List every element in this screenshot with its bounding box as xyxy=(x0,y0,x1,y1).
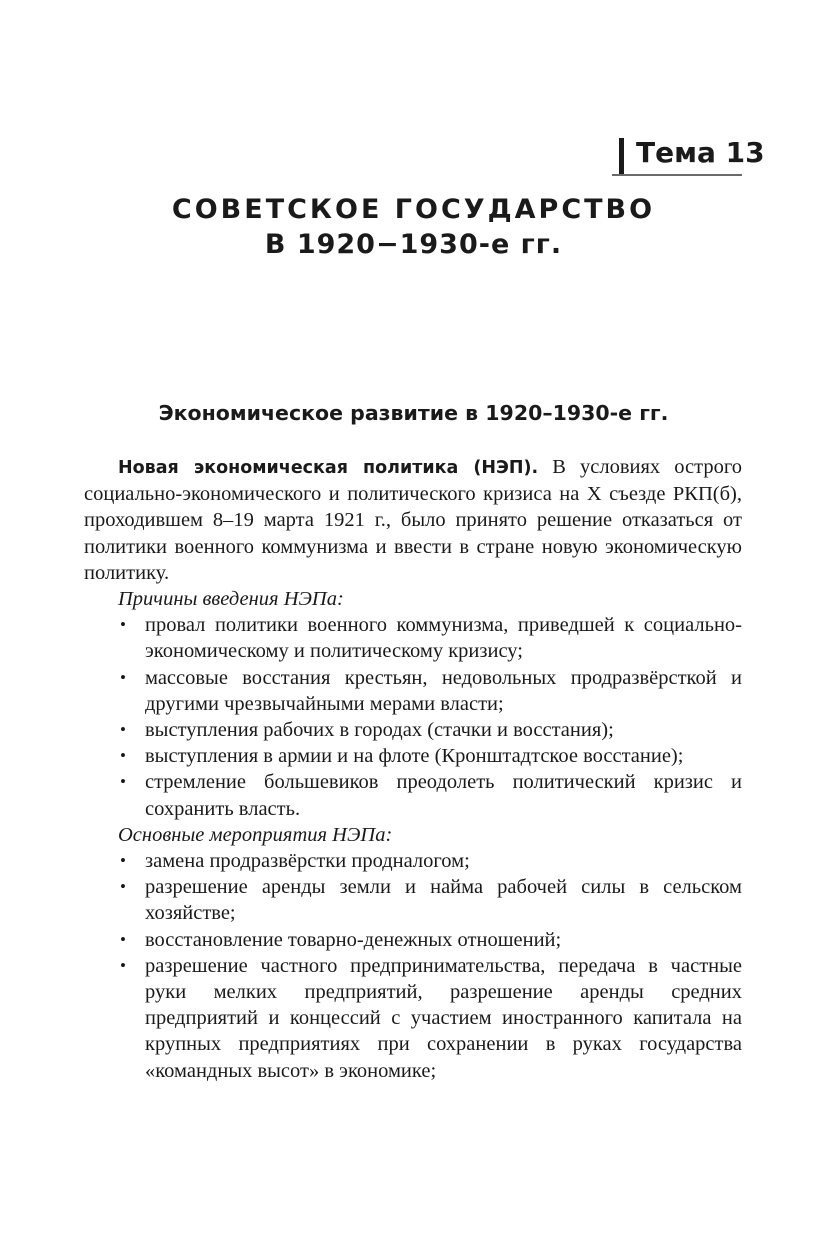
body-text xyxy=(84,454,742,1084)
measures-title: Основные мероприятия НЭПа: xyxy=(118,823,393,846)
list-item xyxy=(84,874,742,926)
list-item-text: разрешение частного предпринимательства, передача в частные руки мелких предприятий, разрешение аренды средних предприятий и концессий с участием иностранного капитала на крупных предприятиях при сохранении в руках государства «командных высот» в экономике; xyxy=(145,954,742,1082)
list-item-text: провал политики военного коммунизма, приведшей к социально-экономическому и политическому кризису; xyxy=(145,614,742,663)
list-item-text: выступления в армии и на флоте (Кронштадтское восстание); xyxy=(145,745,684,768)
intro-text: В условиях острого социально-экономического и политического кризиса на X съезде РКП(б), проходившем 8–19 марта 1921 г., было принято решение отказаться от политики военного коммунизма и ввести в стране новую экономическую политику. xyxy=(84,456,742,584)
bullet-icon: • xyxy=(120,877,126,897)
list-item-text: выступления рабочих в городах (стачки и восстания); xyxy=(145,719,614,742)
bullet-icon: • xyxy=(120,720,126,740)
bullet-icon: • xyxy=(120,955,126,975)
chapter-title-line-1: СОВЕТСКОЕ ГОСУДАРСТВО xyxy=(171,194,656,225)
topic-marker xyxy=(612,134,765,176)
list-item xyxy=(84,743,742,769)
list-item-text: стремление большевиков преодолеть политический кризис и сохранить власть. xyxy=(145,771,742,820)
bullet-icon: • xyxy=(120,929,126,949)
measures-list xyxy=(84,848,742,1084)
list-item-text: массовые восстания крестьян, недовольных продразвёрсткой и другими чрезвычайными мерами власти; xyxy=(145,666,742,715)
list-item-text: разрешение аренды земли и найма рабочей силы в сельском хозяйстве; xyxy=(145,876,742,925)
list-item xyxy=(84,612,742,664)
bullet-icon: • xyxy=(120,851,126,871)
list-item xyxy=(84,665,742,717)
intro-paragraph xyxy=(84,454,742,586)
section-heading: Экономическое развитие в 1920–1930-е гг. xyxy=(158,401,669,425)
intro-lead: Новая экономическая политика (НЭП). xyxy=(118,458,539,478)
topic-bar-decoration xyxy=(619,138,624,174)
bullet-icon: • xyxy=(120,746,126,766)
causes-title: Причины введения НЭПа: xyxy=(118,588,344,611)
list-item-text: восстановление товарно-денежных отношений; xyxy=(145,928,562,951)
list-item xyxy=(84,769,742,821)
list-item xyxy=(84,848,742,874)
bullet-icon: • xyxy=(120,772,126,792)
bullet-icon: • xyxy=(120,667,126,687)
list-item xyxy=(84,927,742,953)
topic-label: Тема 13 xyxy=(636,136,765,169)
chapter-title-line-2: В 1920−1930-е гг. xyxy=(264,229,563,260)
list-item xyxy=(84,717,742,743)
causes-list xyxy=(84,612,742,822)
list-item xyxy=(84,953,742,1084)
bullet-icon: • xyxy=(120,615,126,635)
list-item-text: замена продразвёрстки продналогом; xyxy=(145,850,470,873)
